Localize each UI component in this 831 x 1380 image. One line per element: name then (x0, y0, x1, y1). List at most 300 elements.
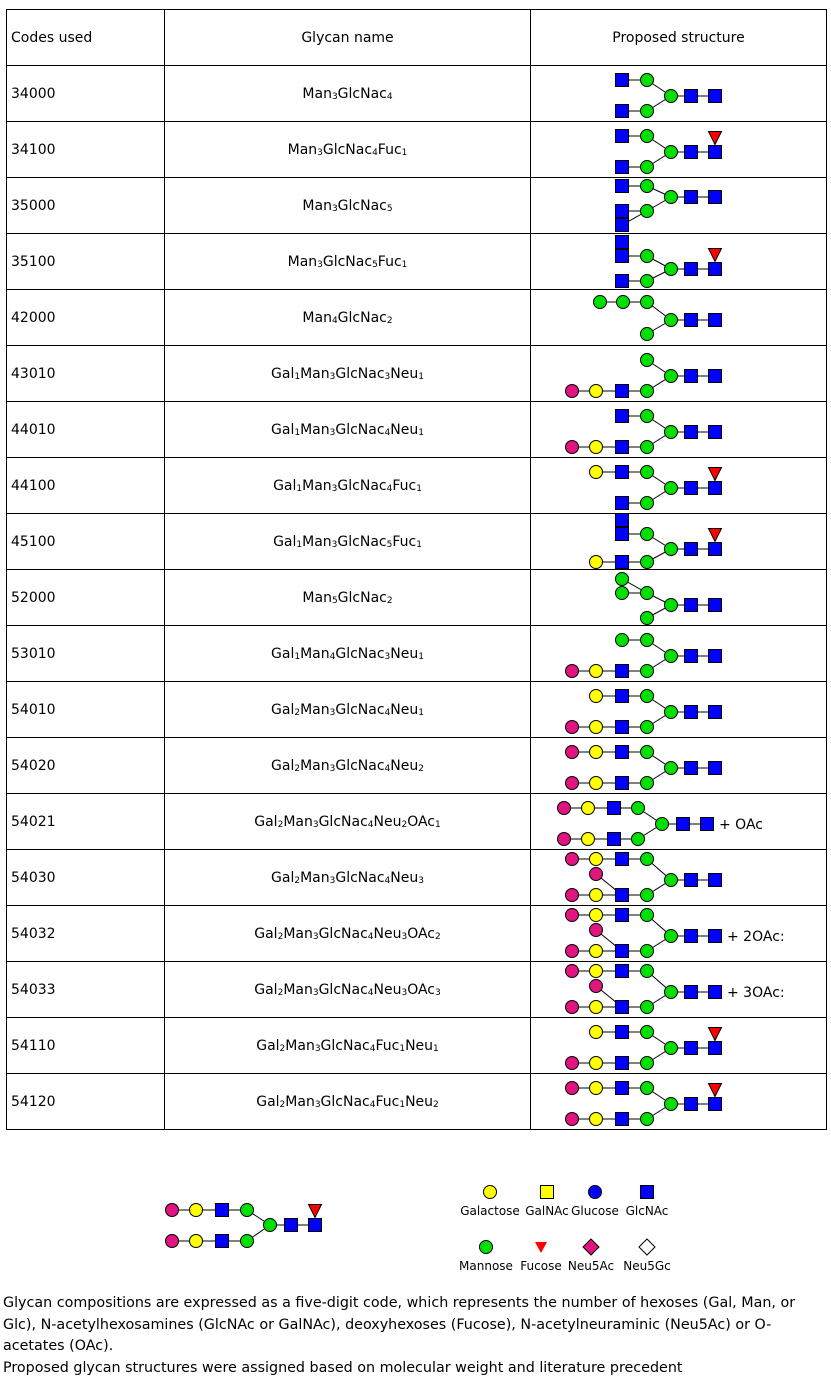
proposed-structure (531, 402, 827, 458)
glcnac-icon (616, 180, 629, 193)
mannose-icon (616, 634, 629, 647)
mannose-icon (641, 130, 654, 143)
mannose-icon (665, 426, 678, 439)
glycan-code: 54010 (7, 682, 165, 738)
glcnac-icon (616, 665, 629, 678)
glycan-code: 54110 (7, 1018, 165, 1074)
galactose-icon (590, 777, 603, 790)
glycan-name: Gal$_2$Man$_3$GlcNac$_4$Neu$_2$ (165, 738, 531, 794)
galactose-icon (590, 665, 603, 678)
glcnac-icon (685, 986, 698, 999)
proposed-structure (531, 682, 827, 738)
glcnac-icon (309, 1219, 322, 1232)
glycan-name: Man$_3$GlcNac$_5$Fuc$_1$ (165, 234, 531, 290)
neu5ac-icon (166, 1204, 179, 1217)
glcnac-icon (616, 1026, 629, 1039)
glycan-code: 45100 (7, 514, 165, 570)
glcnac-icon (709, 706, 722, 719)
glcnac-icon (616, 889, 629, 902)
fucose-icon (532, 1238, 550, 1256)
mannose-icon (641, 690, 654, 703)
glcnac-icon (616, 746, 629, 759)
table-row (7, 738, 827, 794)
glycan-name: Man$_4$GlcNac$_2$ (165, 290, 531, 346)
fucose-icon (709, 132, 722, 145)
mannose-icon (665, 930, 678, 943)
glcnac-icon (685, 650, 698, 663)
glcnac-icon (616, 236, 629, 249)
glycan-name: Gal$_2$Man$_3$GlcNac$_4$Fuc$_1$Neu$_2$ (165, 1074, 531, 1130)
glycan-name: Man$_3$GlcNac$_4$ (165, 66, 531, 122)
neu5ac-icon (566, 853, 579, 866)
glycan-name: Man$_5$GlcNac$_2$ (165, 570, 531, 626)
mannose-icon (641, 354, 654, 367)
footnote-line-2: Proposed glycan structures were assigned based on molecular weight and literature precedent (3, 1360, 683, 1377)
glcnac-icon (709, 1042, 722, 1055)
mannose-icon (641, 328, 654, 341)
glycan-structure-diagram (531, 346, 826, 401)
mannose-icon (665, 874, 678, 887)
proposed-structure (531, 1018, 827, 1074)
proposed-structure (531, 1074, 827, 1130)
glcnac-icon (616, 250, 629, 263)
fucose-icon (709, 1028, 722, 1041)
glcnac-icon (616, 105, 629, 118)
mannose-icon (665, 314, 678, 327)
mannose-icon (665, 146, 678, 159)
glycan-structure-diagram (531, 1074, 826, 1129)
glycan-name: Gal$_1$Man$_3$GlcNac$_3$Neu$_1$ (165, 346, 531, 402)
galactose-icon (590, 965, 603, 978)
mannose-icon (641, 250, 654, 263)
mannose-icon (641, 296, 654, 309)
glycan-name: Man$_3$GlcNac$_4$Fuc$_1$ (165, 122, 531, 178)
mannose-icon (641, 1082, 654, 1095)
galactose-icon (590, 385, 603, 398)
glcnac-icon (709, 599, 722, 612)
mannose-icon (641, 634, 654, 647)
mannose-icon (665, 482, 678, 495)
mannose-icon (665, 706, 678, 719)
galactose-icon (590, 1113, 603, 1126)
legend-item-mannose (455, 1238, 517, 1273)
footnote-line-1: Glycan compositions are expressed as a five-digit code, which represents the number of hexoses (Gal, Man, or Glc), N-acetylhexosamines (GlcNAc or GalNAc), deoxyhexoses (Fucose), N-acetylneuraminic (Neu5Ac) or O-acetates (OAc). (3, 1295, 796, 1355)
table-row (7, 1018, 827, 1074)
mannose-icon (665, 263, 678, 276)
proposed-structure (531, 458, 827, 514)
glycan-structure-diagram (531, 1018, 826, 1073)
neu5ac-icon (566, 746, 579, 759)
legend-item-neu5gc (617, 1238, 677, 1273)
glycan-name: Gal$_2$Man$_3$GlcNac$_4$Neu$_3$ (165, 850, 531, 906)
legend-item-glucose (565, 1183, 625, 1218)
mannose-icon (241, 1204, 254, 1217)
neu5ac-icon (582, 1238, 600, 1256)
proposed-structure (531, 66, 827, 122)
legend-item-fucose (513, 1238, 569, 1273)
mannose-icon (616, 573, 629, 586)
mannose-icon (665, 650, 678, 663)
mannose-icon (665, 599, 678, 612)
fucose-icon (709, 529, 722, 542)
mannose-icon (641, 205, 654, 218)
glycan-name: Gal$_2$Man$_3$GlcNac$_4$Neu$_3$OAc$_2$ (165, 906, 531, 962)
glcnac-icon (709, 191, 722, 204)
glcnac-icon (616, 275, 629, 288)
neu5ac-icon (566, 1057, 579, 1070)
mannose-icon (665, 191, 678, 204)
mannose-icon (641, 441, 654, 454)
mannose-icon (641, 1001, 654, 1014)
galactose-icon (590, 690, 603, 703)
glcnac-icon (616, 945, 629, 958)
glycan-name: Gal$_2$Man$_3$GlcNac$_4$Neu$_1$ (165, 682, 531, 738)
mannose-icon (641, 721, 654, 734)
legend-label: Fucose (520, 1259, 562, 1273)
proposed-structure (531, 570, 827, 626)
neu5ac-icon (558, 802, 571, 815)
mannose-icon (641, 909, 654, 922)
glcnac-icon (685, 191, 698, 204)
galactose-icon (590, 746, 603, 759)
glcnac-icon (616, 161, 629, 174)
galactose-icon (190, 1204, 203, 1217)
glycan-code: 35000 (7, 178, 165, 234)
glcnac-icon (709, 986, 722, 999)
glcnac-icon (285, 1219, 298, 1232)
mannose-icon (641, 965, 654, 978)
glycan-structure-diagram (531, 402, 826, 457)
mannose-icon (665, 1098, 678, 1111)
galactose-icon (481, 1183, 499, 1201)
glcnac-icon (685, 90, 698, 103)
glcnac-icon (709, 146, 722, 159)
mannose-icon (264, 1219, 277, 1232)
proposed-structure (531, 962, 827, 1018)
table-row (7, 514, 827, 570)
example-glycan-diagram (162, 1200, 342, 1260)
proposed-structure (531, 346, 827, 402)
glcnac-icon (216, 1235, 229, 1248)
glycan-name: Gal$_1$Man$_4$GlcNac$_3$Neu$_1$ (165, 626, 531, 682)
mannose-icon (641, 665, 654, 678)
proposed-structure (531, 626, 827, 682)
glycan-structure-diagram (531, 794, 826, 849)
glcnac-icon (709, 426, 722, 439)
galactose-icon (590, 1057, 603, 1070)
mannose-icon (641, 587, 654, 600)
table-row (7, 906, 827, 962)
glycan-structure-diagram (531, 850, 826, 905)
glcnac-icon (608, 833, 621, 846)
glcnac-icon (685, 930, 698, 943)
header-glycan-name: Glycan name (165, 10, 531, 66)
glycan-name: Gal$_2$Man$_3$GlcNac$_4$Neu$_2$OAc$_1$ (165, 794, 531, 850)
glcnac-icon (616, 721, 629, 734)
table-row (7, 962, 827, 1018)
glycan-structure-diagram (531, 962, 826, 1017)
glycan-code: 54032 (7, 906, 165, 962)
galactose-icon (590, 1082, 603, 1095)
neu5ac-icon (566, 965, 579, 978)
glcnac-icon (616, 777, 629, 790)
glycan-name: Gal$_1$Man$_3$GlcNac$_4$Fuc$_1$ (165, 458, 531, 514)
glcnac-icon (616, 528, 629, 541)
proposed-structure (531, 514, 827, 570)
glcnac-icon (709, 370, 722, 383)
table-row (7, 1074, 827, 1130)
proposed-structure (531, 906, 827, 962)
glcnac-icon (709, 263, 722, 276)
legend (455, 1183, 695, 1283)
glcnac-icon (638, 1183, 656, 1201)
legend-label: Galactose (460, 1204, 520, 1218)
glcnac-icon (685, 1042, 698, 1055)
neu5ac-icon (566, 945, 579, 958)
proposed-structure (531, 794, 827, 850)
mannose-icon (641, 853, 654, 866)
mannose-icon (594, 296, 607, 309)
galactose-icon (590, 721, 603, 734)
proposed-structure (531, 738, 827, 794)
mannose-icon (656, 818, 669, 831)
galactose-icon (590, 889, 603, 902)
glcnac-icon (685, 426, 698, 439)
mannose-icon (665, 543, 678, 556)
proposed-structure (531, 122, 827, 178)
galactose-icon (590, 556, 603, 569)
mannose-icon (641, 161, 654, 174)
table-row (7, 458, 827, 514)
legend-label: GlcNAc (625, 1204, 669, 1218)
neu5ac-icon (566, 1082, 579, 1095)
glcnac-icon (616, 690, 629, 703)
mannose-icon (617, 296, 630, 309)
glycan-structure-diagram (531, 570, 826, 625)
footnote (3, 1293, 829, 1380)
glcnac-icon (616, 1082, 629, 1095)
glcnac-icon (616, 205, 629, 218)
glycan-name: Gal$_1$Man$_3$GlcNac$_4$Neu$_1$ (165, 402, 531, 458)
glycan-name: Gal$_2$Man$_3$GlcNac$_4$Fuc$_1$Neu$_1$ (165, 1018, 531, 1074)
glycan-code: 43010 (7, 346, 165, 402)
neu5ac-icon (566, 385, 579, 398)
mannose-icon (641, 1057, 654, 1070)
glcnac-icon (685, 762, 698, 775)
glycan-structure-diagram (531, 682, 826, 737)
legend-example-structure (162, 1200, 342, 1264)
mannose-icon (665, 370, 678, 383)
neu5ac-icon (566, 665, 579, 678)
table-row (7, 122, 827, 178)
neu5ac-icon (566, 1113, 579, 1126)
mannose-icon (616, 587, 629, 600)
neu5ac-icon (590, 924, 603, 937)
legend-label: Neu5Gc (623, 1259, 671, 1273)
glcnac-icon (616, 556, 629, 569)
glycan-structure-diagram (531, 514, 826, 569)
glcnac-icon (216, 1204, 229, 1217)
glcnac-icon (685, 370, 698, 383)
table-row (7, 626, 827, 682)
glucose-icon (586, 1183, 604, 1201)
glycan-structure-diagram (531, 626, 826, 681)
fucose-icon (709, 1084, 722, 1097)
glcnac-icon (709, 650, 722, 663)
proposed-structure (531, 850, 827, 906)
neu5ac-icon (558, 833, 571, 846)
galactose-icon (590, 466, 603, 479)
legend-label: Glucose (571, 1204, 619, 1218)
glcnac-icon (677, 818, 690, 831)
glcnac-icon (616, 385, 629, 398)
glcnac-icon (616, 909, 629, 922)
oacetate-annotation: + 2OAc: (727, 929, 785, 945)
mannose-icon (241, 1235, 254, 1248)
legend-item-neu5ac (563, 1238, 619, 1273)
table-header-row (7, 10, 827, 66)
mannose-icon (665, 762, 678, 775)
glcnac-icon (709, 1098, 722, 1111)
table-row (7, 66, 827, 122)
glcnac-icon (685, 706, 698, 719)
glcnac-icon (709, 762, 722, 775)
glycan-structure-diagram (531, 458, 826, 513)
glycan-name: Gal$_1$Man$_3$GlcNac$_5$Fuc$_1$ (165, 514, 531, 570)
glcnac-icon (616, 130, 629, 143)
table-row (7, 346, 827, 402)
glcnac-icon (685, 263, 698, 276)
mannose-icon (665, 90, 678, 103)
glcnac-icon (616, 410, 629, 423)
glycan-name: Man$_3$GlcNac$_5$ (165, 178, 531, 234)
galactose-icon (590, 853, 603, 866)
glycan-code: 54030 (7, 850, 165, 906)
glcnac-icon (616, 1113, 629, 1126)
mannose-icon (641, 746, 654, 759)
neu5ac-icon (566, 909, 579, 922)
glycan-code: 44100 (7, 458, 165, 514)
neu5ac-icon (566, 721, 579, 734)
neu5ac-icon (566, 1001, 579, 1014)
table-row (7, 178, 827, 234)
glycan-code: 44010 (7, 402, 165, 458)
galactose-icon (590, 441, 603, 454)
glcnac-icon (616, 1057, 629, 1070)
mannose-icon (641, 612, 654, 625)
mannose-icon (641, 528, 654, 541)
glcnac-icon (709, 482, 722, 495)
glcnac-icon (616, 497, 629, 510)
neu5ac-icon (566, 889, 579, 902)
glcnac-icon (701, 818, 714, 831)
glycan-structure-diagram (531, 178, 826, 233)
table-row (7, 850, 827, 906)
mannose-icon (641, 945, 654, 958)
glcnac-icon (685, 874, 698, 887)
table-row (7, 234, 827, 290)
galactose-icon (190, 1235, 203, 1248)
glcnac-icon (616, 466, 629, 479)
neu5ac-icon (166, 1235, 179, 1248)
legend-item-galactose (455, 1183, 525, 1218)
fucose-icon (709, 468, 722, 481)
glycan-code: 54020 (7, 738, 165, 794)
mannose-icon (477, 1238, 495, 1256)
legend-label: Mannose (459, 1259, 513, 1273)
table-row (7, 570, 827, 626)
galactose-icon (582, 802, 595, 815)
mannose-icon (641, 105, 654, 118)
mannose-icon (641, 497, 654, 510)
glycan-structure-diagram (531, 234, 826, 289)
header-codes: Codes used (7, 10, 165, 66)
table-row (7, 290, 827, 346)
mannose-icon (641, 466, 654, 479)
glycan-code: 54021 (7, 794, 165, 850)
glycan-code: 52000 (7, 570, 165, 626)
glcnac-icon (685, 1098, 698, 1111)
glcnac-icon (616, 514, 629, 527)
glcnac-icon (616, 1001, 629, 1014)
glcnac-icon (685, 482, 698, 495)
galactose-icon (590, 1001, 603, 1014)
mannose-icon (641, 777, 654, 790)
glcnac-icon (608, 802, 621, 815)
glycan-code: 54120 (7, 1074, 165, 1130)
mannose-icon (641, 275, 654, 288)
glcnac-icon (709, 930, 722, 943)
glcnac-icon (709, 314, 722, 327)
table-row (7, 794, 827, 850)
fucose-icon (309, 1205, 322, 1218)
glcnac-icon (616, 965, 629, 978)
galactose-icon (582, 833, 595, 846)
neu5ac-icon (566, 441, 579, 454)
glcnac-icon (616, 74, 629, 87)
glcnac-icon (616, 853, 629, 866)
glcnac-icon (685, 314, 698, 327)
proposed-structure (531, 178, 827, 234)
glycan-code: 42000 (7, 290, 165, 346)
glycan-code: 54033 (7, 962, 165, 1018)
mannose-icon (632, 833, 645, 846)
fucose-icon (709, 249, 722, 262)
galactose-icon (590, 909, 603, 922)
glycan-code: 35100 (7, 234, 165, 290)
glycan-name: Gal$_2$Man$_3$GlcNac$_4$Neu$_3$OAc$_3$ (165, 962, 531, 1018)
table-row (7, 682, 827, 738)
glcnac-icon (616, 441, 629, 454)
mannose-icon (665, 986, 678, 999)
mannose-icon (632, 802, 645, 815)
glycan-code: 53010 (7, 626, 165, 682)
mannose-icon (641, 74, 654, 87)
neu5gc-icon (638, 1238, 656, 1256)
neu5ac-icon (590, 980, 603, 993)
proposed-structure (531, 290, 827, 346)
neu5ac-icon (566, 777, 579, 790)
glycan-code: 34100 (7, 122, 165, 178)
galactose-icon (590, 1026, 603, 1039)
glycan-structure-diagram (531, 738, 826, 793)
glcnac-icon (616, 219, 629, 232)
mannose-icon (641, 889, 654, 902)
legend-label: Neu5Ac (567, 1259, 615, 1273)
mannose-icon (641, 180, 654, 193)
legend-item-glcnac (617, 1183, 677, 1218)
mannose-icon (641, 1026, 654, 1039)
